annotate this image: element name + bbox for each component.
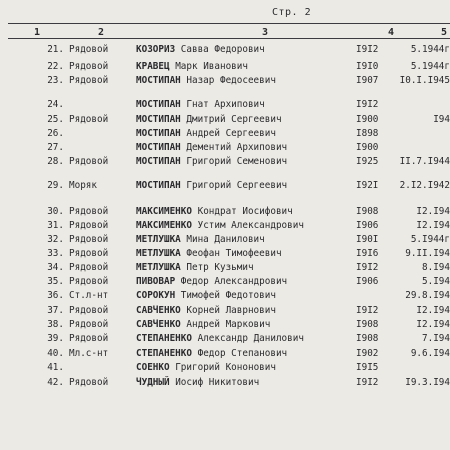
row-number: 37.: [47, 305, 64, 316]
row-number: 21.: [47, 44, 64, 55]
surname: СОЕНКО: [136, 362, 170, 373]
birth-year-cell: I9I2: [356, 99, 379, 110]
death-date-cell: I94: [433, 114, 450, 125]
table-row: [0, 156, 450, 169]
surname: ЧУДНЫЙ: [136, 377, 170, 388]
birth-year-cell: I9I2: [356, 305, 379, 316]
given-names: Григорий Кононович: [175, 362, 276, 373]
table-row: [0, 180, 450, 193]
rank-cell: Рядовой: [69, 61, 109, 72]
rank-cell: Рядовой: [69, 248, 109, 259]
row-number: 23.: [47, 75, 64, 86]
column-header-4: 4: [388, 27, 395, 38]
row-number: 39.: [47, 333, 64, 344]
full-name-cell: [136, 348, 287, 359]
birth-year-cell: I9I5: [356, 362, 379, 373]
rank-cell: Рядовой: [69, 156, 109, 167]
page-number: Стр. 2: [272, 7, 312, 18]
row-number: 42.: [47, 377, 64, 388]
given-names: Гнат Архипович: [186, 99, 265, 110]
death-date-cell: II.7.I944: [399, 156, 450, 167]
birth-year-cell: I9I2: [356, 44, 379, 55]
death-date-cell: 2.I2.I942: [399, 180, 450, 191]
rank-cell: Рядовой: [69, 276, 109, 287]
death-date-cell: 9.6.I94: [410, 348, 450, 359]
row-number: 31.: [47, 220, 64, 231]
given-names: Мина Данилович: [186, 234, 265, 245]
death-date-cell: I9.3.I94: [405, 377, 450, 388]
row-number: 30.: [47, 206, 64, 217]
birth-year-cell: I902: [356, 348, 379, 359]
given-names: Дмитрий Сергеевич: [186, 114, 282, 125]
row-number: 40.: [47, 348, 64, 359]
surname: МОСТИПАН: [136, 180, 181, 191]
given-names: Иосиф Никитович: [175, 377, 260, 388]
birth-year-cell: I906: [356, 276, 379, 287]
given-names: Федор Степанович: [197, 348, 288, 359]
rank-cell: Рядовой: [69, 220, 109, 231]
table-row: [0, 234, 450, 247]
surname: КРАВЕЦ: [136, 61, 170, 72]
death-date-cell: 5.1944г: [410, 44, 450, 55]
table-row: [0, 348, 450, 361]
table-row: [0, 114, 450, 127]
full-name-cell: [136, 61, 248, 72]
table-row: [0, 262, 450, 275]
full-name-cell: [136, 220, 304, 231]
surname: МОСТИПАН: [136, 114, 181, 125]
full-name-cell: [136, 276, 287, 287]
death-date-cell: I2.I94: [416, 206, 450, 217]
row-number: 22.: [47, 61, 64, 72]
given-names: Феофан Тимофеевич: [186, 248, 282, 259]
given-names: Григорий Семенович: [186, 156, 288, 167]
rank-cell: Рядовой: [69, 305, 109, 316]
table-row: [0, 128, 450, 141]
given-names: Марк Иванович: [175, 61, 248, 72]
death-date-cell: 9.II.I94: [405, 248, 450, 259]
death-date-cell: 5.1944г: [410, 61, 450, 72]
full-name-cell: [136, 362, 276, 373]
table-row: [0, 44, 450, 57]
column-header-2: 2: [98, 27, 105, 38]
row-number: 35.: [47, 276, 64, 287]
given-names: Савва Федорович: [180, 44, 265, 55]
full-name-cell: [136, 234, 265, 245]
row-number: 28.: [47, 156, 64, 167]
full-name-cell: [136, 262, 254, 273]
surname: МОСТИПАН: [136, 99, 181, 110]
row-number: 24.: [47, 99, 64, 110]
full-name-cell: [136, 114, 282, 125]
row-number: 25.: [47, 114, 64, 125]
rank-cell: Моряк: [69, 180, 97, 191]
full-name-cell: [136, 128, 276, 139]
table-row: [0, 75, 450, 88]
full-name-cell: [136, 99, 265, 110]
surname: МОСТИПАН: [136, 128, 181, 139]
given-names: Федор Александрович: [180, 276, 288, 287]
table-row: [0, 99, 450, 112]
birth-year-cell: I925: [356, 156, 379, 167]
surname: СОРОКУН: [136, 290, 176, 301]
surname: МАКСИМЕНКО: [136, 206, 192, 217]
death-date-cell: 8.I94: [422, 262, 450, 273]
row-number: 29.: [47, 180, 64, 191]
full-name-cell: [136, 248, 282, 259]
rank-cell: Рядовой: [69, 114, 109, 125]
rank-cell: Рядовой: [69, 333, 109, 344]
death-date-cell: 5.I944г: [410, 234, 450, 245]
rank-cell: Рядовой: [69, 319, 109, 330]
birth-year-cell: I9I6: [356, 248, 379, 259]
given-names: Тимофей Федотович: [180, 290, 276, 301]
birth-year-cell: I908: [356, 319, 379, 330]
birth-year-cell: I92I: [356, 180, 379, 191]
column-header-3: 3: [262, 27, 269, 38]
table-row: [0, 362, 450, 375]
birth-year-cell: I908: [356, 333, 379, 344]
rank-cell: Рядовой: [69, 206, 109, 217]
full-name-cell: [136, 290, 276, 301]
death-date-cell: I2.I94: [416, 319, 450, 330]
death-date-cell: I2.I94: [416, 305, 450, 316]
table-row: [0, 377, 450, 390]
death-date-cell: 29.8.I94: [405, 290, 450, 301]
death-date-cell: I0.I.I945: [399, 75, 450, 86]
birth-year-cell: I907: [356, 75, 379, 86]
rank-cell: Рядовой: [69, 234, 109, 245]
birth-year-cell: I900: [356, 142, 379, 153]
full-name-cell: [136, 142, 287, 153]
surname: СТЕПАНЕНКО: [136, 348, 192, 359]
given-names: Александр Данилович: [197, 333, 304, 344]
surname: МЕТЛУШКА: [136, 234, 181, 245]
surname: САВЧЕНКО: [136, 319, 181, 330]
table-row: [0, 220, 450, 233]
header-bottom-rule: [8, 38, 450, 39]
row-number: 27.: [47, 142, 64, 153]
full-name-cell: [136, 206, 293, 217]
row-number: 33.: [47, 248, 64, 259]
surname: МАКСИМЕНКО: [136, 220, 192, 231]
given-names: Андрей Сергеевич: [186, 128, 276, 139]
table-row: [0, 290, 450, 303]
table-row: [0, 142, 450, 155]
column-header-5: 5: [441, 27, 448, 38]
rank-cell: Рядовой: [69, 44, 109, 55]
table-row: [0, 319, 450, 332]
row-number: 34.: [47, 262, 64, 273]
rank-cell: Рядовой: [69, 75, 109, 86]
full-name-cell: [136, 377, 259, 388]
row-number: 38.: [47, 319, 64, 330]
row-number: 26.: [47, 128, 64, 139]
surname: МОСТИПАН: [136, 156, 181, 167]
surname: МЕТЛУШКА: [136, 248, 181, 259]
rank-cell: Ст.л-нт: [69, 290, 109, 301]
row-number: 32.: [47, 234, 64, 245]
birth-year-cell: I900: [356, 114, 379, 125]
surname: САВЧЕНКО: [136, 305, 181, 316]
given-names: Корней Лаврнович: [186, 305, 276, 316]
full-name-cell: [136, 75, 276, 86]
full-name-cell: [136, 156, 287, 167]
surname: МОСТИПАН: [136, 75, 181, 86]
table-row: [0, 61, 450, 74]
rank-cell: Рядовой: [69, 262, 109, 273]
full-name-cell: [136, 333, 304, 344]
birth-year-cell: I90I: [356, 234, 379, 245]
death-date-cell: I2.I94: [416, 220, 450, 231]
given-names: Григорий Сергеевич: [186, 180, 288, 191]
death-date-cell: 7.I94: [422, 333, 450, 344]
birth-year-cell: I9I2: [356, 377, 379, 388]
given-names: Петр Кузьмич: [186, 262, 254, 273]
surname: ПИВОВАР: [136, 276, 176, 287]
full-name-cell: [136, 305, 276, 316]
surname: СТЕПАНЕНКО: [136, 333, 192, 344]
surname: МОСТИПАН: [136, 142, 181, 153]
given-names: Андрей Маркович: [186, 319, 271, 330]
column-header-row: [0, 24, 450, 38]
table-row: [0, 276, 450, 289]
given-names: Устим Александрович: [197, 220, 304, 231]
row-number: 41.: [47, 362, 64, 373]
given-names: Назар Федосеевич: [186, 75, 276, 86]
table-row: [0, 248, 450, 261]
full-name-cell: [136, 319, 270, 330]
birth-year-cell: I898: [356, 128, 379, 139]
surname: КОЗОРИЗ: [136, 44, 176, 55]
birth-year-cell: I9I2: [356, 262, 379, 273]
column-header-1: 1: [34, 27, 41, 38]
full-name-cell: [136, 44, 265, 55]
table-row: [0, 333, 450, 346]
rank-cell: Рядовой: [69, 377, 109, 388]
birth-year-cell: I9I0: [356, 61, 379, 72]
full-name-cell: [136, 180, 287, 191]
table-row: [0, 305, 450, 318]
death-date-cell: 5.I94: [422, 276, 450, 287]
birth-year-cell: I908: [356, 206, 379, 217]
birth-year-cell: I906: [356, 220, 379, 231]
row-number: 36.: [47, 290, 64, 301]
given-names: Дементий Архипович: [186, 142, 288, 153]
rank-cell: Мл.с-нт: [69, 348, 109, 359]
surname: МЕТЛУШКА: [136, 262, 181, 273]
table-row: [0, 206, 450, 219]
given-names: Кондрат Иосифович: [197, 206, 293, 217]
